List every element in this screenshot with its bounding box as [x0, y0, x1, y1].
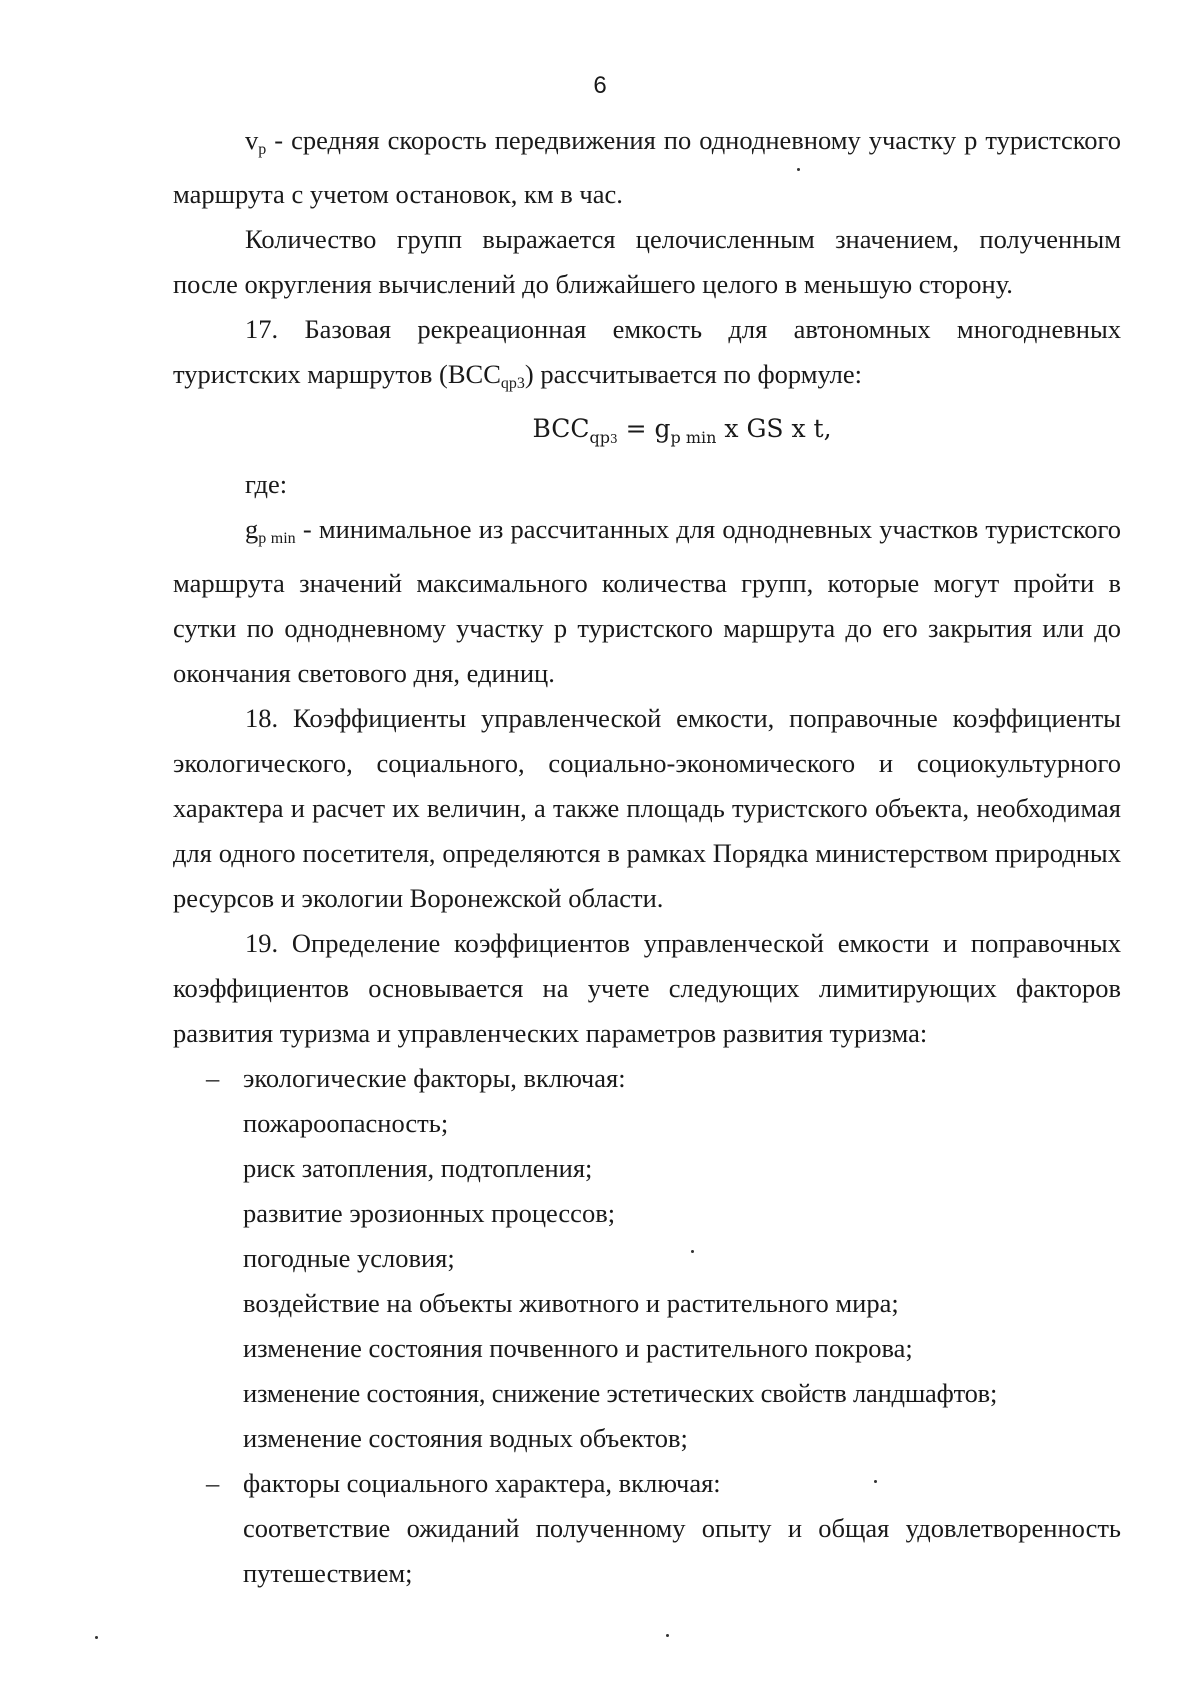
item-17-text-b: ) рассчитывается по формуле: [524, 359, 862, 389]
gp-definition-text: - минимальное из рассчитанных для однодневных участков туристского маршрута значений максимального количества групп, которые могут пройти в сутки по однодневному участку p туристского маршрута до его закрытия или до окончания светового дня, единиц. [173, 514, 1122, 688]
formula-lhs-sub-text: qр [589, 428, 611, 447]
scan-speck [691, 1250, 694, 1253]
item-17-paragraph [173, 307, 1121, 406]
formula-g: g [654, 414, 671, 443]
eco-item: погодные условия; [243, 1243, 455, 1273]
social-item: соответствие ожиданий полученному опыту и общая удовлетворенность путешествием; [243, 1513, 1121, 1588]
dash-marker: – [206, 1468, 220, 1498]
eco-factors-title: экологические факторы, включая: [243, 1063, 626, 1093]
page-body [173, 118, 1121, 1596]
formula-g-subscript: p min [670, 428, 717, 447]
formula-rest: x GS x t, [716, 414, 832, 443]
dash-marker: – [206, 1063, 220, 1093]
scan-speck [666, 1634, 669, 1637]
scan-speck [797, 168, 800, 171]
where-label: где: [245, 469, 288, 499]
item-19-paragraph: 19. Определение коэффициентов управленческой емкости и поправочных коэффициентов основывается на учете следующих лимитирующих факторов развития туризма и управленческих параметров развития туризма: [173, 928, 1121, 1048]
formula-lhs-subsub: 3 [610, 432, 618, 446]
eco-item: изменение состояния почвенного и растительного покрова; [243, 1333, 913, 1363]
social-factors-heading [173, 1461, 1121, 1506]
item-17-subscript: qр3 [500, 375, 525, 392]
vp-definition [173, 118, 1121, 217]
item-17-text-a: 17. Базовая рекреационная емкость для автономных многодневных туристских маршрутов (BCC [173, 314, 1121, 389]
scan-speck [95, 1636, 98, 1639]
scan-speck [874, 1480, 877, 1483]
formula-equals: = [617, 414, 655, 443]
vp-definition-text: - средняя скорость передвижения по однодневному участку p туристского маршрута с учетом остановок, км в час. [173, 125, 1122, 209]
vp-subscript: p [258, 141, 267, 158]
eco-item: риск затопления, подтопления; [243, 1153, 593, 1183]
eco-item: пожароопасность; [243, 1108, 449, 1138]
gp-subscript: p min [258, 530, 296, 547]
eco-item: изменение состояния водных объектов; [243, 1423, 688, 1453]
groups-rounding-paragraph: Количество групп выражается целочисленным значением, полученным после округления вычислений до ближайшего целого в меньшую сторону. [173, 224, 1121, 299]
bcc-formula [173, 406, 1121, 462]
gp-symbol: g [245, 514, 259, 544]
eco-factors-heading [173, 1056, 1121, 1101]
formula-lhs: BCC [532, 414, 590, 443]
eco-item: развитие эрозионных процессов; [243, 1198, 616, 1228]
formula-lhs-subscript [590, 428, 618, 447]
social-factors-title: факторы социального характера, включая: [243, 1468, 721, 1498]
vp-symbol: v [245, 125, 259, 155]
gp-definition [173, 507, 1121, 696]
eco-item: изменение состояния, снижение эстетических свойств ландшафтов; [243, 1378, 998, 1408]
eco-item: воздействие на объекты животного и растительного мира; [243, 1288, 899, 1318]
item-18-paragraph: 18. Коэффициенты управленческой емкости, поправочные коэффициенты экологического, социального, социально-экономического и социокультурного характера и расчет их величин, а также площадь туристского объекта, необходимая для одного посетителя, определяются в рамках Порядка министерством природных ресурсов и экологии Воронежской области. [173, 703, 1121, 913]
page-number: 6 [593, 72, 607, 99]
